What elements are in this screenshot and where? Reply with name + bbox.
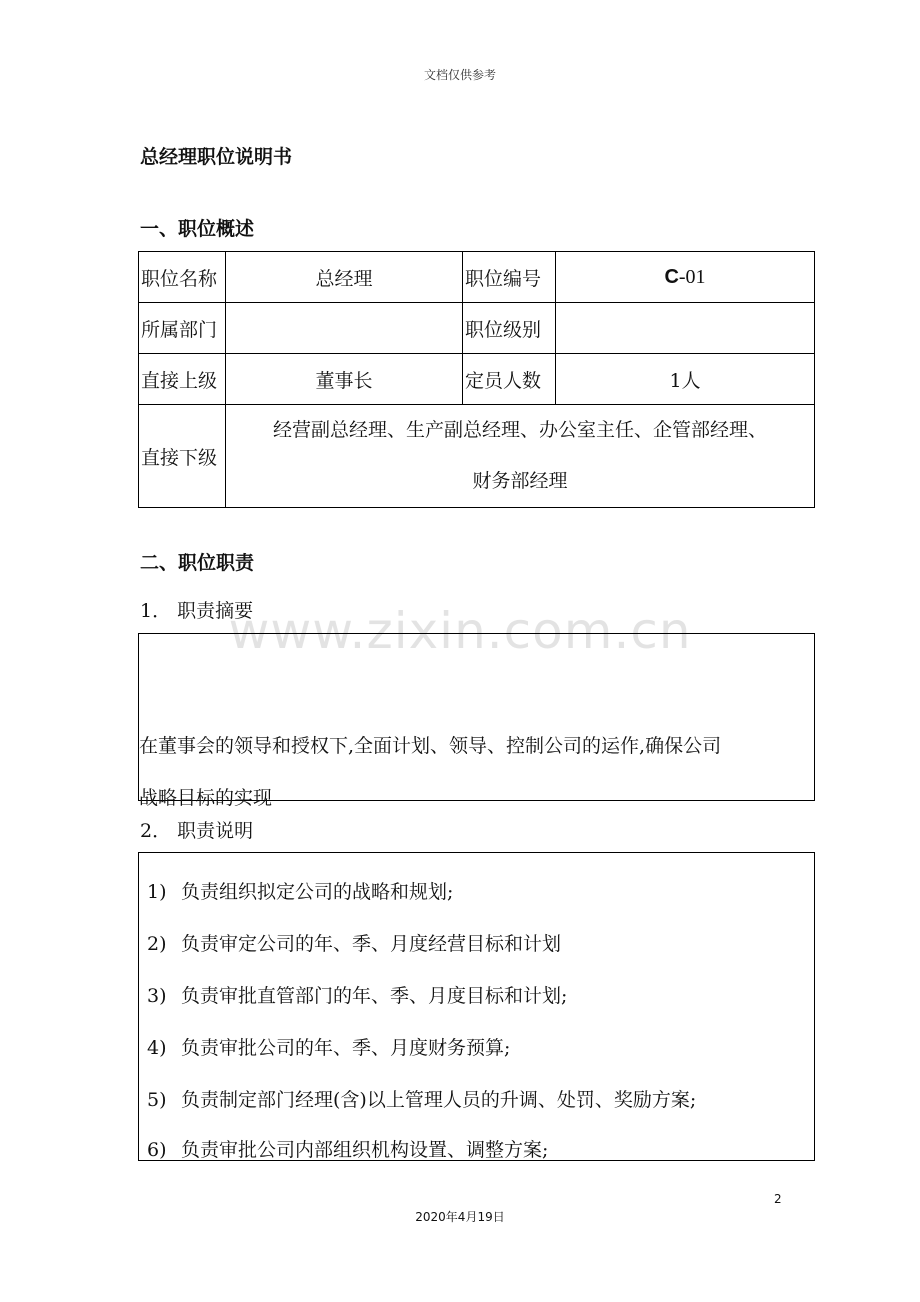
position-name-label: 职位名称: [139, 252, 226, 303]
table-row: [139, 252, 815, 303]
list-item: [147, 1085, 696, 1115]
subordinates-line-1: 经营副总经理、生产副总经理、办公室主任、企管部经理、: [272, 419, 767, 441]
duty-number: 2): [147, 933, 167, 955]
page-number: 2: [774, 1192, 782, 1206]
list-item: [147, 1135, 548, 1165]
footer-date: 2020年4月19日: [415, 1210, 505, 1224]
position-code-number: -01: [678, 265, 706, 288]
duty-text: 负责审批直管部门的年、季、月度目标和计划;: [181, 985, 568, 1007]
position-overview-table: [138, 251, 815, 508]
summary-line-2: 战略目标的实现: [139, 787, 273, 809]
document-title: 总经理职位说明书: [140, 146, 293, 168]
list-item: [147, 877, 453, 907]
subordinates-line-2: 财务部经理: [472, 470, 568, 492]
list-item: [147, 1033, 510, 1063]
direct-superior-value: 董事长: [226, 354, 463, 405]
direct-superior-label: 直接上级: [139, 354, 226, 405]
department-label: 所属部门: [139, 303, 226, 354]
summary-line-1: 在董事会的领导和授权下,全面计划、领导、控制公司的运作,确保公司: [139, 735, 722, 757]
headcount-label: 定员人数: [463, 354, 556, 405]
position-level-label: 职位级别: [463, 303, 556, 354]
list-item: [147, 981, 567, 1011]
summary-heading: 1． 职责摘要: [140, 600, 254, 622]
duty-number: 3): [147, 985, 167, 1007]
position-code-value: [556, 252, 815, 303]
duty-text: 负责审批公司内部组织机构设置、调整方案;: [181, 1139, 549, 1161]
position-level-value: [556, 303, 815, 354]
table-row: [139, 405, 815, 508]
duties-box: [138, 852, 815, 1161]
duty-text: 负责审批公司的年、季、月度财务预算;: [181, 1037, 511, 1059]
page-header: 文档仅供参考: [423, 68, 496, 82]
position-name-value: 总经理: [226, 252, 463, 303]
position-code-letter: C: [664, 265, 679, 288]
summary-box: [138, 633, 815, 809]
duty-number: 1): [147, 881, 167, 903]
duty-text: 负责制定部门经理(含)以上管理人员的升调、处罚、奖励方案;: [181, 1089, 697, 1111]
section-2-heading: 二、职位职责: [140, 552, 255, 574]
duty-text: 负责组织拟定公司的战略和规划;: [181, 881, 454, 903]
watermark: www.zixin.com.cn: [228, 602, 692, 660]
duty-text: 负责审定公司的年、季、月度经营目标和计划: [181, 933, 562, 955]
duties-heading: 2． 职责说明: [140, 820, 254, 842]
department-value: [226, 303, 463, 354]
table-row: [139, 303, 815, 354]
direct-subordinates-label: 直接下级: [139, 405, 226, 508]
duty-number: 5): [147, 1089, 167, 1111]
list-item: [147, 929, 561, 959]
table-row: [139, 354, 815, 405]
duty-number: 4): [147, 1037, 167, 1059]
summary-text: [139, 720, 814, 824]
duty-number: 6): [147, 1139, 167, 1161]
headcount-value: 1人: [556, 354, 815, 405]
direct-subordinates-value: [226, 405, 815, 508]
position-code-label: 职位编号: [463, 252, 556, 303]
section-1-heading: 一、职位概述: [140, 218, 255, 240]
